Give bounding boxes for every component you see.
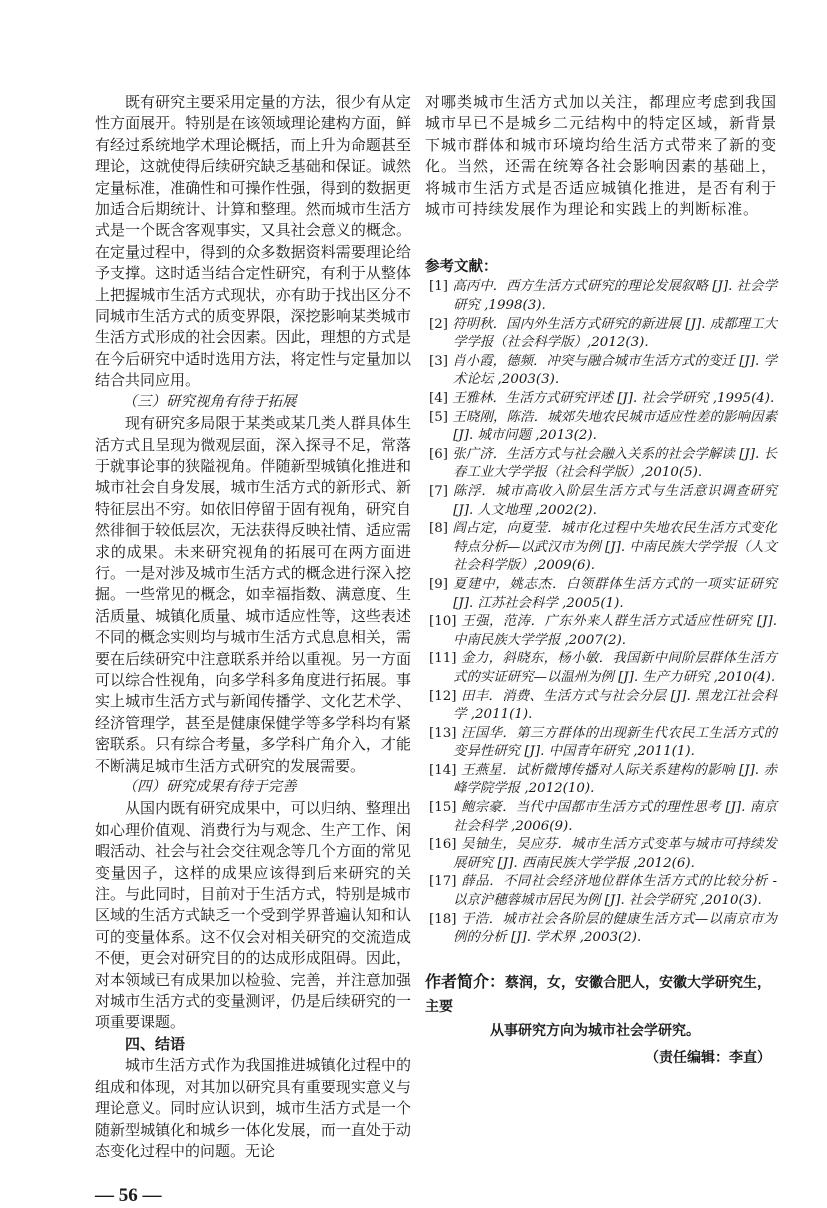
reference-number: [7] [429,483,448,499]
reference-number: [8] [429,521,448,537]
reference-text: 鲍宗豪．当代中国都市生活方式的理性思考 [J]. 南京社会科学 ,2006(9). [453,800,777,834]
reference-number: [15] [429,800,457,816]
reference-number: [17] [429,874,457,890]
reference-text: 王雅林．生活方式研究评述 [J]. 社会学研究 ,1995(4). [452,391,775,406]
body-paragraph: 现有研究多局限于某类或某几类人群具体生活方式且呈现为微观层面，深入探寻不足，常落于就事论事的狭隘视角。伴随新型城镇化推进和城市社会自身发展，城市生活方式的新形式、新特征层出不穷。如依旧停留于固有视角，研究自然徘徊于较低层次，无法获得反映社情、适应需求的成果。未来研究视角的拓展可在两方面进行。一是对涉及城市生活方式的概念进行深入挖掘。一些常见的概念，如幸福指数、满意度、生活质量、城镇化质量、城市适应性等，这些表述不同的概念实则均与城市生活方式息息相关，需要在后续研究中注意联系并给以重视。另一方面可以综合性视角，向多学科多角度进行拓展。事实上城市生活方式与新闻传播学、文化艺术学、经济管理学，甚至是健康保健学等多学科均有紧密联系。只有综合考量，多学科广角介入，才能不断满足城市生活方式研究的发展需要。 [95,414,411,775]
author-bio-label: 作者简介： [425,971,506,991]
body-paragraph: 从国内既有研究成果中，可以归纳、整理出如心理价值观、消费行为与观念、生产工作、闲暇活动、社会与社会交往观念等几个方面的常见变量因子，这样的成果应该得到后来研究的关注。与此同时，目前对于生活方式，特别是城市区域的生活方式缺乏一个受到学界普遍认知和认可的变量体系。这不仅会对相关研究的交流造成不便，更会对研究目的的达成形成阻碍。因此，对本领域已有成果加以检验、完善，并注意加强对城市生活方式的变量测评，仍是后续研究的一项重要课题。 [95,799,411,1032]
reference-item [425,836,777,873]
reference-text: 王强，范涛．广东外来人群生活方式适应性研究 [J]. 中南民族大学学报 ,2007(2). [453,614,778,648]
reference-text: 金力，斜晓东，杨小敏．我国新中间阶层群体生活方式的实证研究—以温州为例 [J]. 生产力研究 ,2010(4). [453,651,777,685]
references-heading: 参考文献： [425,258,498,276]
right-column [425,92,777,1067]
reference-number: [10] [429,614,457,630]
reference-item [425,873,777,910]
reference-number: [6] [429,446,448,462]
reference-item [425,576,777,613]
reference-text: 薛品．不同社会经济地位群体生活方式的比较分析 - 以京沪穗蓉城市居民为例 [J]. 社会学研究 ,2010(3). [453,874,777,909]
section-heading: 四、结语 [125,1034,186,1053]
reference-text: 高丙中．西方生活方式研究的理论发展叙略 [J]. 社会学研究 ,1998(3). [452,279,777,314]
reference-text: 夏建中，姚志杰．白领群体生活方式的一项实证研究 [J]. 江苏社会科学 ,2005(1). [452,576,778,611]
reference-number: [9] [429,576,448,592]
reference-number: [2] [429,316,448,332]
reference-item [425,799,777,836]
reference-text: 肖小霞，德频．冲突与融合城市生活方式的变迁 [J]. 学术论坛 ,2003(3). [452,353,777,388]
reference-text: 王燕星．试析微博传播对人际关系建构的影响 [J]. 赤峰学院学报 ,2012(10). [453,762,777,797]
reference-text: 于浩．城市社会各阶层的健康生活方式—以南京市为例的分析 [J]. 学术界 ,2003(2). [453,911,777,946]
author-bio-text: 蔡润，女，安徽合肥人，安徽大学研究生，主要 [425,974,772,1015]
reference-text: 田丰．消费、生活方式与社会分层 [J]. 黑龙江社会科学 ,2011(1). [453,688,777,723]
reference-item [425,483,777,520]
reference-item [425,911,777,948]
reference-item [425,650,777,687]
reference-item [425,520,777,576]
left-column [95,92,411,1208]
reference-number: [11] [429,651,457,667]
reference-number: [12] [429,688,457,704]
reference-number: [5] [429,409,448,425]
reference-item [425,613,777,650]
reference-number: [1] [429,279,448,295]
author-bio-text: 从事研究方向为城市社会学研究。 [490,1022,700,1039]
reference-item [425,446,777,483]
subsection-heading: （三）研究视角有待于拓展 [122,393,297,410]
reference-text: 张广济．生活方式与社会融入关系的社会学解读 [J]. 长春工业大学学报（社会科学版）,2010(5). [452,446,777,481]
reference-item [425,316,777,353]
reference-number: [3] [429,353,448,369]
references-list [425,278,777,947]
reference-number: [14] [429,762,457,778]
page-number: — 56 — [95,1185,162,1207]
reference-item [425,353,777,390]
reference-text: 汪国华．第三方群体的出现新生代农民工生活方式的变异性研究 [J]. 中国青年研究 ,2011(1). [453,725,777,760]
reference-number: [18] [429,911,457,927]
reference-item [425,762,777,799]
reference-item [425,278,777,315]
reference-text: 吴铀生，吴应芬．城市生活方式变革与城市可持续发展研究 [J]. 西南民族大学学报 ,2012(6). [453,837,777,871]
reference-item [425,688,777,725]
subsection-heading: （四）研究成果有待于完善 [122,779,297,795]
reference-item [425,409,777,446]
body-paragraph: 既有研究主要采用定量的方法，很少有从定性方面展开。特别是在该领域理论建构方面，鲜有经过系统地学术理论概括，而上升为命题甚至理论，这就使得后续研究缺乏基础和保证。诚然定量标准，准确性和可操作性强，得到的数据更加适合后期统计、计算和整理。然而城市生活方式是一个既含客观事实，又具社会意义的概念。在定量过程中，得到的众多数据资料需要理论给予支撑。这时适当结合定性研究，有利于从整体上把握城市生活方式现状，亦有助于找出区分不同城市生活方式的质变界限，深挖影响某类城市生活方式形成的社会因素。因此，理想的方式是在今后研究中适时选用方法，将定性与定量加以结合共同应用。 [95,93,411,390]
reference-item [425,390,777,409]
reference-number: [16] [429,837,457,853]
reference-number: [4] [429,391,448,406]
reference-text: 陈浮．城市高收入阶层生活方式与生活意识调查研究 [J]. 人文地理 ,2002(2). [452,483,778,518]
reference-text: 符明秋．国内外生活方式研究的新进展 [J]. 成都理工大学学报（社会科学版）,2012(3). [452,316,777,351]
responsible-editor: （责任编辑：李直） [645,1049,771,1066]
reference-item [425,725,777,762]
reference-number: [13] [429,725,457,741]
reference-text: 阎占定，向夏莹．城市化过程中失地农民生活方式变化特点分析—以武汉市为例 [J]. 中南民族大学学报（人文社会科学版）,2009(6). [452,521,777,574]
reference-text: 王晓刚，陈浩．城郊失地农民城市适应性差的影响因素 [J]. 城市问题 ,2013(2). [452,409,777,444]
author-bio [425,970,777,1043]
body-paragraph: 对哪类城市生活方式加以关注，都理应考虑到我国城市早已不是城乡二元结构中的特定区域，新背景下城市群体和城市环境均给生活方式带来了新的变化。当然，还需在统筹各社会影响因素的基础上，将城市生活方式是否适应城镇化推进，是否有利于城市可持续发展作为理论和实践上的判断标准。 [425,93,777,219]
body-paragraph: 城市生活方式作为我国推进城镇化过程中的组成和体现，对其加以研究具有重要现实意义与理论意义。同时应认识到，城市生活方式是一个随新型城镇化和城乡一体化发展，而一直处于动态变化过程中的问题。无论 [95,1056,411,1160]
